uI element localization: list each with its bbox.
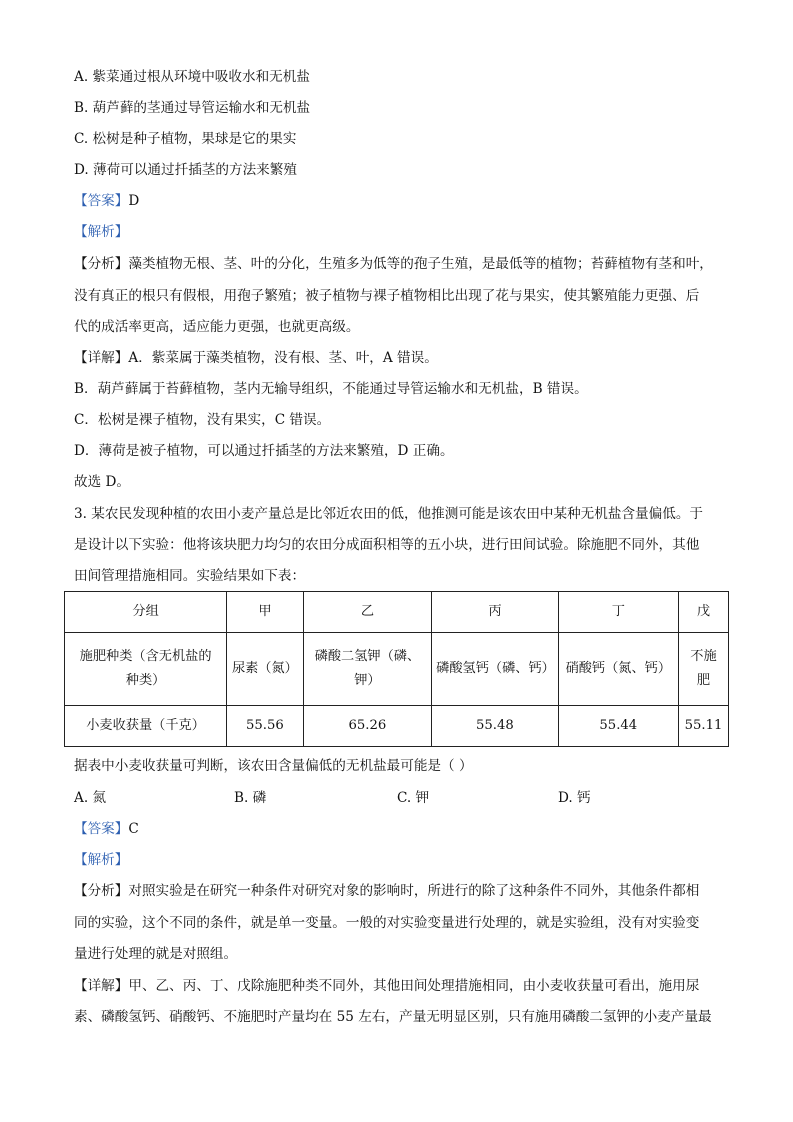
answer-tag: 【答案】	[74, 193, 129, 209]
table-cell: 尿素（氮）	[227, 633, 303, 706]
q2-fenxi-line-2: 没有真正的根只有假根，用孢子繁殖；被子植物与裸子植物相比出现了花与果实，使其繁殖能力更强、后	[74, 288, 700, 304]
table-header-cell: 丁	[558, 592, 678, 633]
q3-fenxi-line-3: 量进行处理的就是对照组。	[74, 946, 238, 962]
q3-question: 据表中小麦收获量可判断，该农田含量偏低的无机盐最可能是（ ）	[74, 758, 473, 774]
q2-fenxi-line-3: 代的成活率更高，适应能力更强，也就更高级。	[74, 319, 360, 335]
q2-answer	[74, 191, 139, 211]
cell-line: 磷酸二氢钾（磷、	[314, 649, 421, 664]
fenxi-tag: 【分析】	[74, 883, 129, 899]
table-header-cell: 戊	[678, 592, 728, 633]
q3-option-a: A. 氮	[74, 790, 107, 806]
q2-option-a: A. 紫菜通过根从环境中吸收水和无机盐	[74, 69, 310, 85]
q2-analysis-tag: 【解析】	[74, 224, 129, 240]
fenxi-text: 藻类植物无根、茎、叶的分化，生殖多为低等的孢子生殖，是最低等的植物；苔藓植物有茎和叶，	[128, 256, 713, 272]
fenxi-text: 对照实验是在研究一种条件对研究对象的影响时，所进行的除了这种条件不同外，其他条件都相	[128, 883, 700, 899]
q2-option-c: C. 松树是种子植物，果球是它的果实	[74, 131, 297, 147]
table-cell: 硝酸钙（氮、钙）	[558, 633, 678, 706]
table-cell: 55.48	[432, 706, 558, 747]
cell-line: 不施	[690, 649, 717, 664]
xiangjie-tag: 【详解】	[74, 350, 129, 366]
q3-stem-line-3: 田间管理措施相同。实验结果如下表：	[74, 568, 306, 584]
q3-option-d: D. 钙	[558, 790, 591, 806]
xiangjie-text: 甲、乙、丙、丁、戊除施肥种类不同外，其他田间处理措施相同，由小麦收获量可看出，施用尿	[128, 978, 700, 994]
q3-answer	[74, 819, 139, 839]
table-header-cell: 分组	[65, 592, 227, 633]
answer-value: D	[128, 193, 140, 209]
table-row-yield	[65, 706, 729, 747]
fenxi-tag: 【分析】	[74, 256, 129, 272]
table-cell: 55.44	[558, 706, 678, 747]
table-cell: 55.11	[678, 706, 728, 747]
q3-xiangjie-line-2: 素、磷酸氢钙、硝酸钙、不施肥时产量均在 55 左右，产量无明显区别，只有施用磷酸二氢钾的小麦产量最	[74, 1009, 712, 1025]
table-header-cell: 甲	[227, 592, 303, 633]
answer-value: C	[128, 821, 139, 837]
table-header-cell: 乙	[303, 592, 432, 633]
q2-xiangjie-line-1	[74, 348, 438, 368]
table-cell: 小麦收获量（千克）	[65, 706, 227, 747]
q3-fenxi-line-2: 同的实验，这个不同的条件，就是单一变量。一般的对实验变量进行处理的，就是实验组，没有对实验变	[74, 915, 700, 931]
table-cell	[65, 633, 227, 706]
q3-analysis-tag: 【解析】	[74, 852, 129, 868]
xiangjie-tag: 【详解】	[74, 978, 129, 994]
q3-option-b: B. 磷	[234, 790, 267, 806]
cell-line: 种类）	[125, 673, 166, 688]
table-cell: 55.56	[227, 706, 303, 747]
cell-line: 钾）	[354, 673, 381, 688]
table-cell	[303, 633, 432, 706]
q3-stem-line-2: 是设计以下实验：他将该块肥力均匀的农田分成面积相等的五小块，进行田间试验。除施肥不同外，其他	[74, 537, 700, 553]
table-header-cell: 丙	[432, 592, 558, 633]
q2-xiangjie-line-3: C．松树是裸子植物，没有果实，C 错误。	[74, 412, 331, 428]
cell-line: 肥	[696, 673, 711, 688]
cell-line: 施肥种类（含无机盐的	[79, 649, 212, 664]
answer-tag: 【答案】	[74, 821, 129, 837]
q3-fenxi-line-1	[74, 881, 699, 901]
q3-stem-line-1: 3. 某农民发现种植的农田小麦产量总是比邻近农田的低，他推测可能是该农田中某种无机盐含量偏低。于	[74, 506, 704, 522]
table-cell: 磷酸氢钙（磷、钙）	[432, 633, 558, 706]
table-header-row	[65, 592, 729, 633]
q2-option-d: D. 薄荷可以通过扦插茎的方法来繁殖	[74, 162, 297, 178]
q3-xiangjie-line-1	[74, 976, 699, 996]
table-row-fertilizer	[65, 633, 729, 706]
q2-fenxi-line-1	[74, 254, 713, 274]
q2-option-b: B. 葫芦藓的茎通过导管运输水和无机盐	[74, 100, 311, 116]
q2-xiangjie-line-2: B．葫芦藓属于苔藓植物，茎内无输导组织，不能通过导管运输水和无机盐，B 错误。	[74, 381, 588, 397]
experiment-table	[64, 591, 729, 747]
q2-conclusion: 故选 D。	[74, 474, 131, 490]
q2-xiangjie-line-4: D．薄荷是被子植物，可以通过扦插茎的方法来繁殖，D 正确。	[74, 443, 454, 459]
table-cell	[678, 633, 728, 706]
xiangjie-text: A．紫菜属于藻类植物，没有根、茎、叶，A 错误。	[128, 350, 438, 366]
table-cell: 65.26	[303, 706, 432, 747]
q3-option-c: C. 钾	[397, 790, 430, 806]
